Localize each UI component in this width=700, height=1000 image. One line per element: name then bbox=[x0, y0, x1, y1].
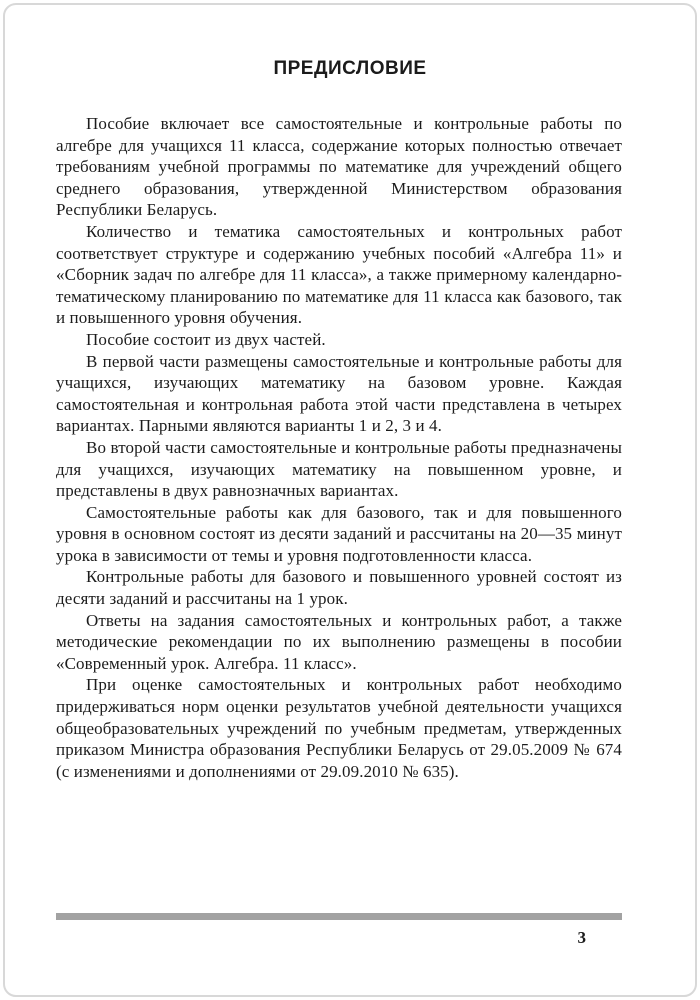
paragraph-2: Количество и тематика самостоятельных и контрольных работ соответствует структуре и содержанию учебных пособий «Алгебра 11» и «Сборник задач по алгебре для 11 класса», а также примерному календарно-тематическому планированию по математике для 11 класса как базового, так и повышенного уровня обучения. bbox=[56, 221, 622, 328]
paragraph-6: Самостоятельные работы как для базового, так и для повышенного уровня в основном состоят из десяти заданий и рассчитаны на 20—35 минут урока в зависимости от темы и уровня подготовленности класса. bbox=[56, 502, 622, 565]
page-number: 3 bbox=[577, 928, 586, 947]
paragraph-3: Пособие состоит из двух частей. bbox=[86, 329, 326, 349]
paragraph-1: Пособие включает все самостоятельные и контрольные работы по алгебре для учащихся 11 класса, содержание которых полностью отвечает требованиям учебной программы по математике для учреждений общего среднего образования, утвержденной Министерством образования Республики Беларусь. bbox=[56, 114, 622, 220]
paragraph-4: В первой части размещены самостоятельные и контрольные работы для учащихся, изучающих математику на базовом уровне. Каждая самостоятельная и контрольная работа этой части представлена в четырех вариантах. Парными являются варианты 1 и 2, 3 и 4. bbox=[56, 351, 622, 436]
footer-rule bbox=[56, 913, 622, 920]
paragraph-7: Контрольные работы для базового и повышенного уровней состоят из десяти заданий и рассчитаны на 1 урок. bbox=[56, 567, 622, 609]
page-title: ПРЕДИСЛОВИЕ bbox=[273, 58, 427, 79]
paragraph-9: При оценке самостоятельных и контрольных работ необходимо придерживаться норм оценки результатов учебной деятельности учащихся общеобразовательных учреждений по учебным предметам, утвержденных приказом Министра образования Республики Беларусь от 29.05.2009 № 674 (с изменениями и дополнениями от 29.09.2010 № 635). bbox=[56, 675, 622, 781]
preface-text bbox=[56, 113, 622, 782]
paragraph-5: Во второй части самостоятельные и контрольные работы предназначены для учащихся, изучающих математику на повышенном уровне, и представлены в двух равнозначных вариантах. bbox=[56, 437, 622, 501]
page-footer bbox=[56, 913, 622, 948]
paragraph-8: Ответы на задания самостоятельных и контрольных работ, а также методические рекомендации по их выполнению размещены в пособии «Современный урок. Алгебра. 11 класс». bbox=[56, 610, 622, 673]
